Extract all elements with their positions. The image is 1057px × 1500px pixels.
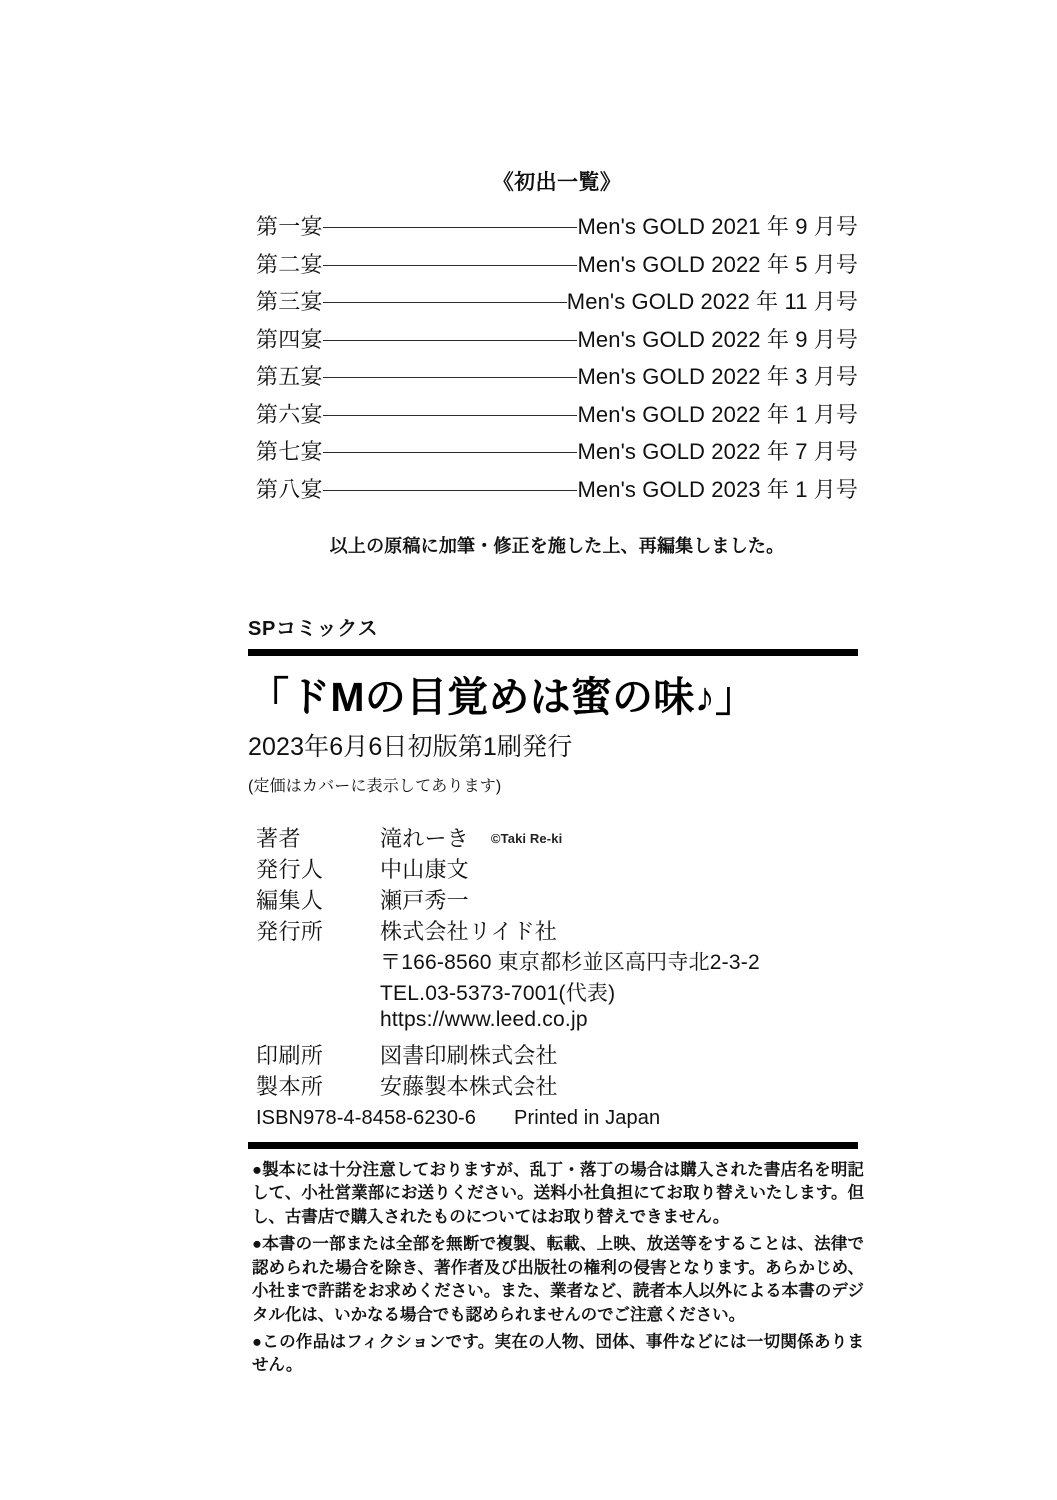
first-publication-row [256, 285, 858, 323]
legal-paragraph-copyright: ●本書の一部または全部を無断で複製、転載、上映、放送等をすることは、法律で認められた場合を除き、著作者及び出版社の権利の侵害となります。あらかじめ、小社まで許諾をお求めください。また、業者など、読者本人以外による本書のデジタル化は、いかなる場合でも認められませんのでご注意ください。 [252, 1234, 864, 1324]
book-title: 「ドMの目覚めは蜜の味♪」 [248, 674, 757, 720]
first-publication-note: 以上の原稿に加筆・修正を施した上、再編集しました。 [329, 536, 785, 556]
leader-line [323, 340, 578, 341]
first-publication-row [256, 398, 858, 436]
printer-name: 図書印刷株式会社 [380, 1043, 558, 1068]
chapter-label: 第三宴 [256, 289, 323, 314]
chapter-label: 第六宴 [256, 401, 323, 427]
chapter-source: Men's GOLD 2022 年 9 月号 [577, 326, 858, 352]
staff-name: 瀬戸秀一 [380, 888, 469, 913]
legal-paragraph-fiction: ●この作品はフィクションです。実在の人物、団体、事件などには一切関係ありません。 [252, 1331, 864, 1375]
publisher-address: 〒166-8560 東京都杉並区高円寺北2-3-2 [380, 951, 760, 974]
staff-row [256, 915, 861, 946]
chapter-label: 第八宴 [256, 476, 323, 502]
divider-rule-bottom [248, 1142, 858, 1149]
chapter-label: 第五宴 [256, 364, 323, 389]
staff-row [256, 1039, 861, 1070]
chapter-label: 第四宴 [256, 326, 323, 352]
copyright-notice: ©Taki Re-ki [490, 831, 563, 846]
chapter-source: Men's GOLD 2022 年 11 月号 [566, 289, 858, 314]
staff-row [256, 822, 861, 853]
legal-notice-section [252, 1158, 864, 1377]
printed-in-japan: Printed in Japan [514, 1107, 661, 1129]
imprint-label: SPコミックス [248, 618, 379, 640]
first-publication-row [256, 248, 858, 286]
staff-row [256, 1070, 861, 1101]
publisher-website-link[interactable]: https://www.leed.co.jp [380, 1008, 588, 1031]
chapter-source: Men's GOLD 2021 年 9 月号 [577, 214, 858, 239]
leader-line [323, 377, 578, 378]
leader-line [323, 265, 578, 266]
staff-role: 著者 [256, 826, 301, 851]
chapter-source: Men's GOLD 2022 年 1 月号 [577, 401, 858, 427]
first-publication-section [256, 166, 858, 558]
staff-role: 印刷所 [256, 1043, 324, 1068]
publisher-phone: TEL.03-5373-7001(代表) [380, 982, 616, 1005]
staff-name: 滝れーき [380, 826, 469, 851]
staff-role: 編集人 [256, 888, 324, 913]
publisher-name: 株式会社リイド社 [380, 919, 558, 944]
leader-line [323, 415, 578, 416]
first-publication-heading: 《初出一覧》 [492, 171, 622, 194]
publication-date: 2023年6月6日初版第1刷発行 [248, 733, 573, 762]
chapter-label: 第一宴 [256, 214, 323, 239]
binder-name: 安藤製本株式会社 [380, 1074, 558, 1099]
title-block [248, 612, 858, 796]
chapter-label: 第二宴 [256, 251, 323, 277]
chapter-source: Men's GOLD 2022 年 5 月号 [577, 251, 858, 277]
first-publication-row [256, 323, 858, 361]
isbn-number: ISBN978-4-8458-6230-6 [256, 1107, 477, 1129]
first-publication-row [256, 360, 858, 398]
chapter-source: Men's GOLD 2022 年 7 月号 [577, 439, 858, 464]
price-note: (定価はカバーに表示してあります) [248, 778, 502, 796]
publisher-phone-row [256, 977, 861, 1008]
first-publication-row [256, 435, 858, 473]
chapter-source: Men's GOLD 2022 年 3 月号 [577, 364, 858, 389]
first-publication-row [256, 473, 858, 511]
staff-row [256, 853, 861, 884]
staff-role: 製本所 [256, 1074, 324, 1099]
first-publication-row [256, 210, 858, 248]
isbn-row [256, 1107, 861, 1130]
publisher-website-row[interactable] [256, 1008, 861, 1039]
divider-rule-top [248, 649, 858, 656]
staff-role: 発行所 [256, 919, 324, 944]
leader-line [323, 490, 578, 491]
staff-name: 中山康文 [380, 857, 469, 882]
leader-line [323, 302, 567, 303]
staff-row [256, 884, 861, 915]
staff-role: 発行人 [256, 857, 324, 882]
leader-line [323, 227, 578, 228]
publisher-address-row [256, 946, 861, 977]
chapter-source: Men's GOLD 2023 年 1 月号 [577, 476, 858, 502]
staff-credits-table [256, 822, 861, 1130]
legal-paragraph-defects: ●製本には十分注意しておりますが、乱丁・落丁の場合は購入された書店名を明記して、小社営業部にお送りください。送料小社負担にてお取り替えいたします。但し、古書店で購入されたものについてはお取り替えできません。 [252, 1160, 864, 1226]
chapter-label: 第七宴 [256, 439, 323, 464]
leader-line [323, 452, 578, 453]
